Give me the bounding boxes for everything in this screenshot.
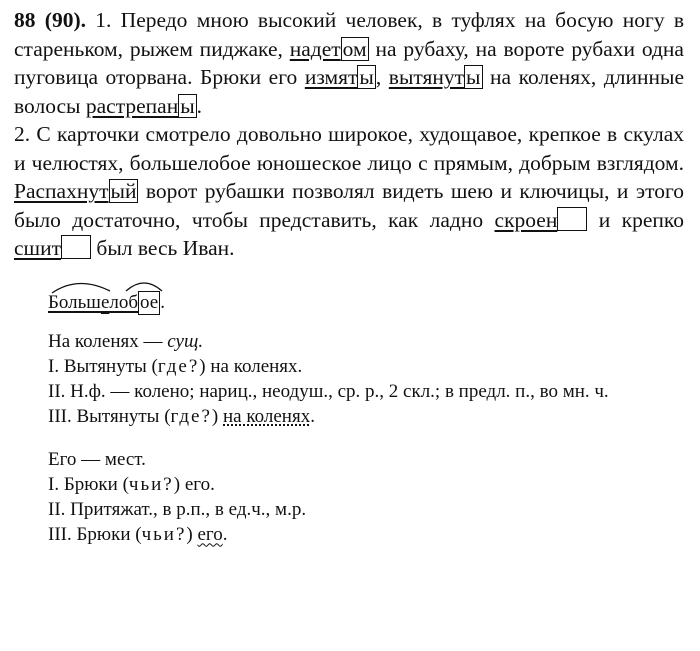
ending-box: ое bbox=[140, 291, 159, 313]
text-fragment: ворот рубашки позволял видеть шею и ключицы, и этого было достаточно, чтобы представить, как ладно bbox=[14, 179, 684, 232]
parse-2-line-1 bbox=[48, 474, 215, 495]
parse-2-title: Его — мест. bbox=[48, 448, 146, 470]
root-1: Больш bbox=[48, 291, 101, 313]
word-nadetom bbox=[290, 37, 369, 61]
root: Распахнут bbox=[14, 179, 109, 203]
line-text: III. Вытянуты ( bbox=[48, 405, 171, 427]
text-fragment: на коленях, длинные волосы bbox=[14, 65, 684, 118]
question: чьи? bbox=[141, 523, 187, 545]
word-izmyaty bbox=[305, 65, 376, 89]
parse-2-line-2: II. Притяжат., в р.п., в ед.ч., м.р. bbox=[48, 498, 307, 520]
parse-1-title bbox=[48, 331, 203, 352]
root: измят bbox=[304, 65, 358, 89]
sentence-1-label: 1. bbox=[95, 8, 112, 32]
parse-2-line-3 bbox=[48, 524, 227, 545]
text-fragment: С карточки смотрело довольно широкое, худощавое, крепкое в скулах и челюстях, большелобое юношеское лицо с прямым, добрым взглядом. bbox=[14, 122, 684, 175]
root-arcs bbox=[48, 277, 198, 297]
line-text: ) его. bbox=[173, 473, 215, 495]
parse-1-line-3 bbox=[48, 406, 315, 427]
root: вытянут bbox=[388, 65, 465, 89]
question: где? bbox=[170, 405, 212, 427]
question: чьи? bbox=[128, 473, 174, 495]
ending-box: ом bbox=[342, 36, 367, 61]
text-fragment: . bbox=[196, 93, 203, 118]
parse-block-1 bbox=[14, 329, 684, 429]
empty-ending-box bbox=[61, 235, 91, 259]
line-text: ) bbox=[186, 523, 198, 545]
sentence-2-label: 2. bbox=[14, 122, 31, 146]
exercise-text bbox=[14, 6, 684, 263]
part-of-speech: сущ. bbox=[167, 330, 204, 352]
text-fragment: Передо мною высокий человек, в туфлях на босую ногу в стареньком, рыжем пиджаке, bbox=[14, 8, 685, 61]
exercise-number: 88 (90). bbox=[14, 8, 86, 32]
ending-box: ы bbox=[466, 65, 481, 89]
word-raspakhnuty bbox=[14, 179, 138, 203]
line-text: I. Брюки ( bbox=[48, 473, 129, 495]
text-fragment: на рубаху, на вороте рубахи одна пуговица оторвана. Брюки его bbox=[14, 36, 684, 89]
question: где? bbox=[157, 355, 200, 377]
empty-ending-box bbox=[557, 207, 587, 231]
word-sshit: сшит bbox=[14, 236, 61, 260]
adverbial-underlined: на коленях bbox=[223, 405, 311, 427]
title-text: На коленях — bbox=[48, 330, 168, 352]
attribute-underlined: его bbox=[197, 523, 223, 545]
morpheme-analysis bbox=[48, 291, 165, 315]
text-fragment: и крепко bbox=[587, 207, 685, 232]
ending-box: ы bbox=[180, 93, 195, 118]
line-text: I. Вытянуты ( bbox=[48, 355, 158, 377]
root-2: лоб bbox=[109, 291, 139, 313]
word-rastrepany bbox=[86, 94, 197, 118]
period: . bbox=[310, 405, 315, 427]
ending-box: ый bbox=[110, 179, 137, 203]
root: надет bbox=[289, 36, 341, 61]
connecting-vowel: е bbox=[100, 291, 110, 313]
period: . bbox=[222, 523, 228, 545]
ending-box: ы bbox=[359, 65, 374, 89]
word-vytyanuty bbox=[389, 65, 483, 89]
line-text: III. Брюки ( bbox=[48, 523, 142, 545]
text-fragment: был весь Иван. bbox=[91, 236, 235, 260]
period: . bbox=[160, 291, 165, 313]
line-text: ) bbox=[211, 405, 223, 427]
line-text: ) на коленях. bbox=[199, 355, 303, 377]
text-fragment: , bbox=[375, 65, 389, 89]
root: растрепан bbox=[85, 93, 179, 118]
parse-block-2 bbox=[14, 447, 684, 547]
word-skroen: скроен bbox=[494, 207, 558, 232]
parse-1-line-2: II. Н.ф. — колено; нариц., неодуш., ср. р., 2 скл.; в предл. п., во мн. ч. bbox=[48, 380, 609, 402]
parse-1-line-1 bbox=[48, 356, 302, 377]
